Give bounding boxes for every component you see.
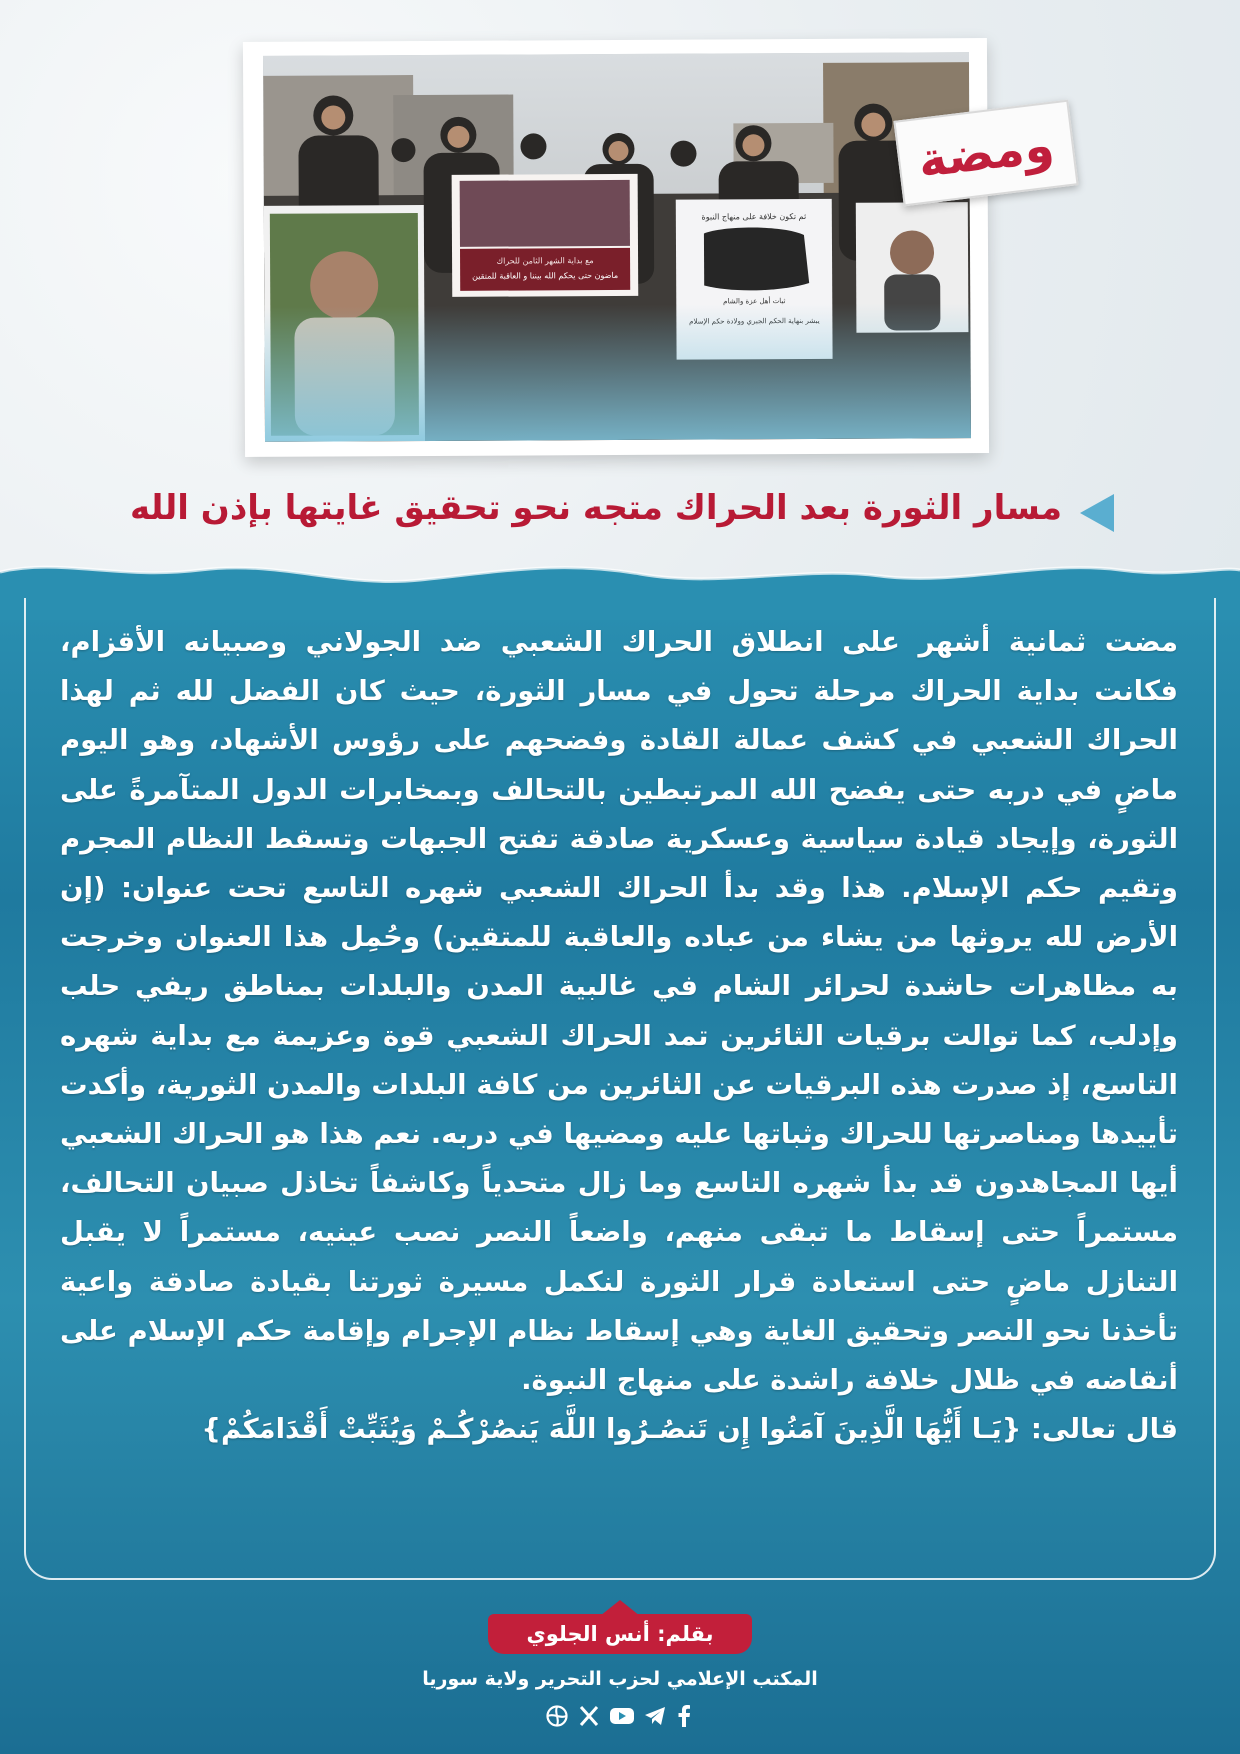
- protest-photo: [263, 52, 971, 442]
- x-icon[interactable]: [577, 1704, 601, 1730]
- article-body: [60, 618, 1178, 1454]
- social-icons: [545, 1704, 695, 1734]
- article-paragraph: مضت ثمانية أشهر على انطلاق الحراك الشعبي ضد الجولاني وصبيانه الأقزام، فكانت بداية الحراك مرحلة تحول في مسار الثورة، حيث كان الفضل لله ثم لهذا الحراك الشعبي في كشف عمالة القادة وفضحهم على رؤوس الأشهاد، وهو اليوم ماضٍ في دربه حتى يفضح الله المرتبطين بالتحالف وبمخابرات الدول المتآمرةً على الثورة، وإيجاد قيادة سياسية وعسكرية صادقة تفتح الجبهات وتسقط النظام المجرم وتقيم حكم الإسلام. هذا وقد بدأ الحراك الشعبي شهره التاسع تحت عنوان: (إن الأرض لله يروثها من يشاء من عباده والعاقبة للمتقين) وحُمِل هذا العنوان وخرجت به مظاهرات حاشدة لحرائر الشام في غالبية المدن والبلدات بمناطق ريفي حلب وإدلب، كما توالت برقيات الثائرين تمد الحراك الشعبي قوة وعزيمة مع بداية شهره التاسع، إذ صدرت هذه البرقيات عن الثائرين من كافة البلدات والمدن الثورية، وأكدت تأييدها ومناصرتها للحراك وثباتها عليه ومضيها في دربه. نعم هذا هو الحراك الشعبي أيها المجاهدون قد بدأ شهره التاسع وما زال متحدياً وكاشفاً تخاذل صبيان التحالف، مستمراً حتى إسقاط ما تبقى منهم، واضعاً النصر نصب عينيه، مستمراً لا يقبل التنازل ماضٍ حتى استعادة قرار الثورة لنكمل مسيرة ثورتنا بقيادة صادقة واعية تأخذنا نحو النصر وتحقيق الغاية وهي إسقاط نظام الإجرام وإقامة حكم الإسلام على أنقاضه في ظلال خلافة راشدة على منهاج النبوة.: [60, 626, 1178, 1397]
- youtube-icon[interactable]: [609, 1704, 635, 1730]
- headline: مسار الثورة بعد الحراك متجه نحو تحقيق غايتها بإذن الله: [130, 488, 1062, 528]
- author-tab: [488, 1614, 752, 1654]
- headline-row: [0, 488, 1240, 538]
- triangle-arrow-icon: [1080, 494, 1114, 532]
- protest-photo-illustration: [263, 52, 971, 442]
- stamp-text: ومضة: [915, 116, 1057, 190]
- quran-verse: قال تعالى: {يَـا أَيُّهَا الَّذِينَ آمَنُوا إِن تَنصُـرُوا اللَّهَ يَنصُرْكُـمْ وَيُثَبِّتْ أَقْدَامَكُمْ}: [201, 1413, 1178, 1446]
- media-office: المكتب الإعلامي لحزب التحرير ولاية سوريا: [422, 1668, 818, 1690]
- facebook-icon[interactable]: [675, 1704, 695, 1730]
- telegram-icon[interactable]: [643, 1704, 667, 1730]
- author-name: بقلم: أنس الجلوي: [526, 1622, 714, 1646]
- web-icon[interactable]: [545, 1704, 569, 1730]
- photo-frame: [243, 38, 989, 457]
